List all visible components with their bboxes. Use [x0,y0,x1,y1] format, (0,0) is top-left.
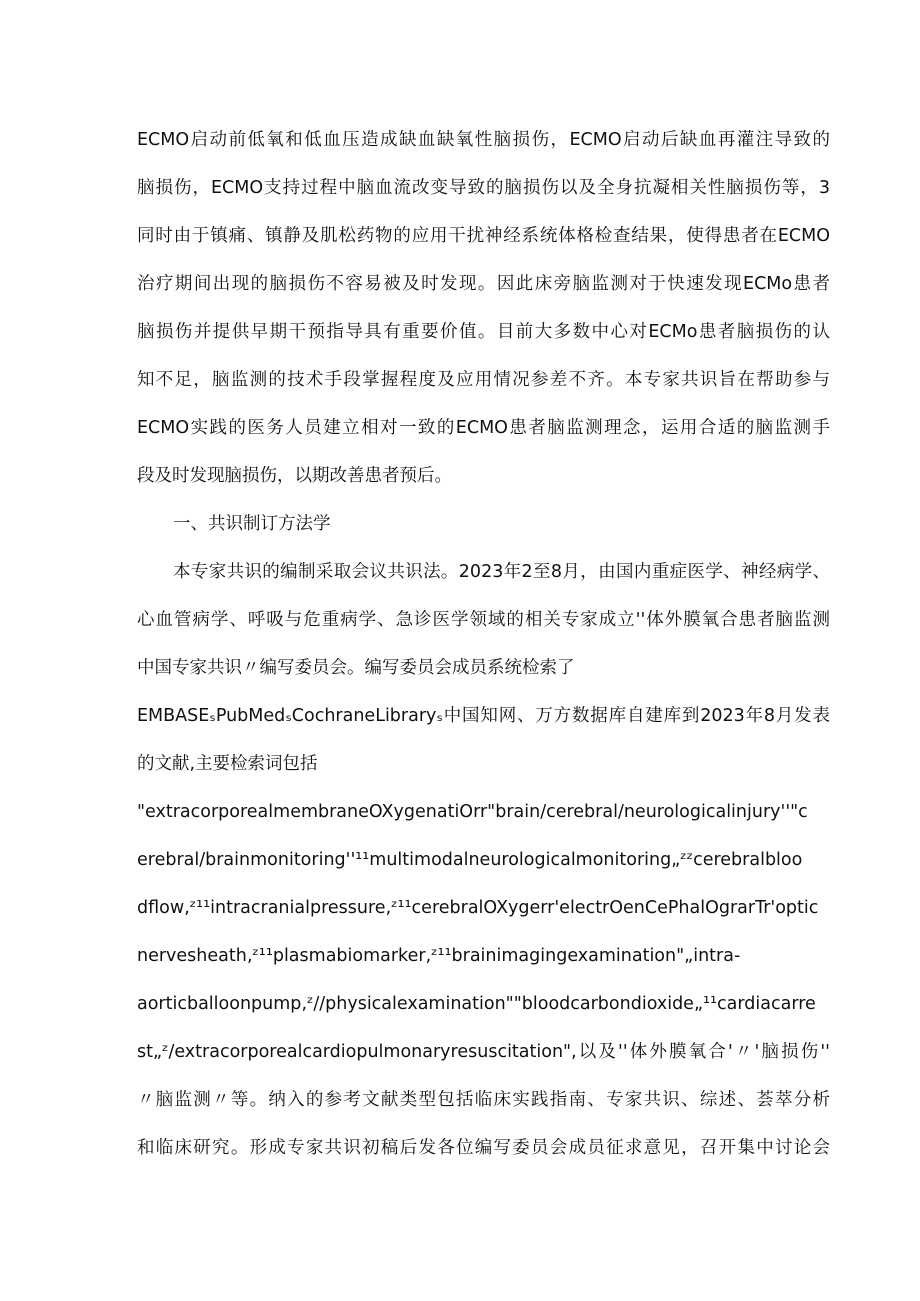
paragraph-line: dflow‚ᶻ¹¹intracranialpressure‚ᶻ¹¹cerebralOXygerr'electrOenCePhalOgrarTr'optic [137,898,819,918]
paragraph-line: 的文献,主要检索词包括 [137,754,318,774]
paragraph-line: 和临床研究。形成专家共识初稿后发各位编写委员会成员征求意见，召开集中讨论会 [137,1138,830,1158]
paragraph-line: 中国专家共识〃编写委员会。编写委员会成员系统检索了 [137,658,575,678]
paragraph-line: st„ᶻ/extracorporealcardiopulmonaryresuscitation",以及''体外膜氧合'〃'脑损伤'' [137,1042,830,1062]
paragraph-line: 同时由于镇痛、镇静及肌松药物的应用干扰神经系统体格检查结果，使得患者在ECMO [137,226,830,246]
paragraph-line: 段及时发现脑损伤，以期改善患者预后。 [137,466,452,486]
paragraph-line: 脑损伤并提供早期干预指导具有重要价值。目前大多数中心对ECMo患者脑损伤的认 [137,322,830,342]
paragraph-line: 本专家共识的编制采取会议共识法。2023年2至8月，由国内重症医学、神经病学、 [173,562,830,582]
paragraph-line: 治疗期间出现的脑损伤不容易被及时发现。因此床旁脑监测对于快速发现ECMo患者 [137,274,830,294]
paragraph-line: ECMO启动前低氧和低血压造成缺血缺氧性脑损伤，ECMO启动后缺血再灌注导致的 [137,130,830,150]
paragraph-line: ECMO实践的医务人员建立相对一致的ECMO患者脑监测理念，运用合适的脑监测手 [137,418,830,438]
paragraph-line: nervesheath‚ᶻ¹¹plasmabiomarker‚ᶻ¹¹brainimagingexamination"„intra- [137,946,741,966]
paragraph-line: "extracorporealmembraneOXygenatiOrr"brain/cerebral/neurologicalinjury''"c [137,802,808,822]
paragraph-line: 脑损伤，ECMO支持过程中脑血流改变导致的脑损伤以及全身抗凝相关性脑损伤等，3 [137,178,830,198]
document-body [137,116,830,1172]
section-heading: 一、共识制订方法学 [173,514,331,534]
paragraph-line: erebral/brainmonitoring''¹¹multimodalneurologicalmonitoring„ᶻᶻcerebralbloo [137,850,803,870]
paragraph-line: 心血管病学、呼吸与危重病学、急诊医学领域的相关专家成立''体外膜氧合患者脑监测 [137,610,830,630]
paragraph-line: aorticballoonpump‚ᶻ//physicalexamination""bloodcarbondioxide„¹¹cardiacarre [137,994,816,1014]
paragraph-line: 知不足，脑监测的技术手段掌握程度及应用情况参差不齐。本专家共识旨在帮助参与 [137,370,830,390]
paragraph-line: 〃脑监测〃等。纳入的参考文献类型包括临床实践指南、专家共识、综述、荟萃分析 [137,1090,830,1110]
paragraph-line: EMBASEₛPubMedₛCochraneLibraryₛ中国知网、万方数据库自建库到2023年8月发表 [137,706,830,726]
